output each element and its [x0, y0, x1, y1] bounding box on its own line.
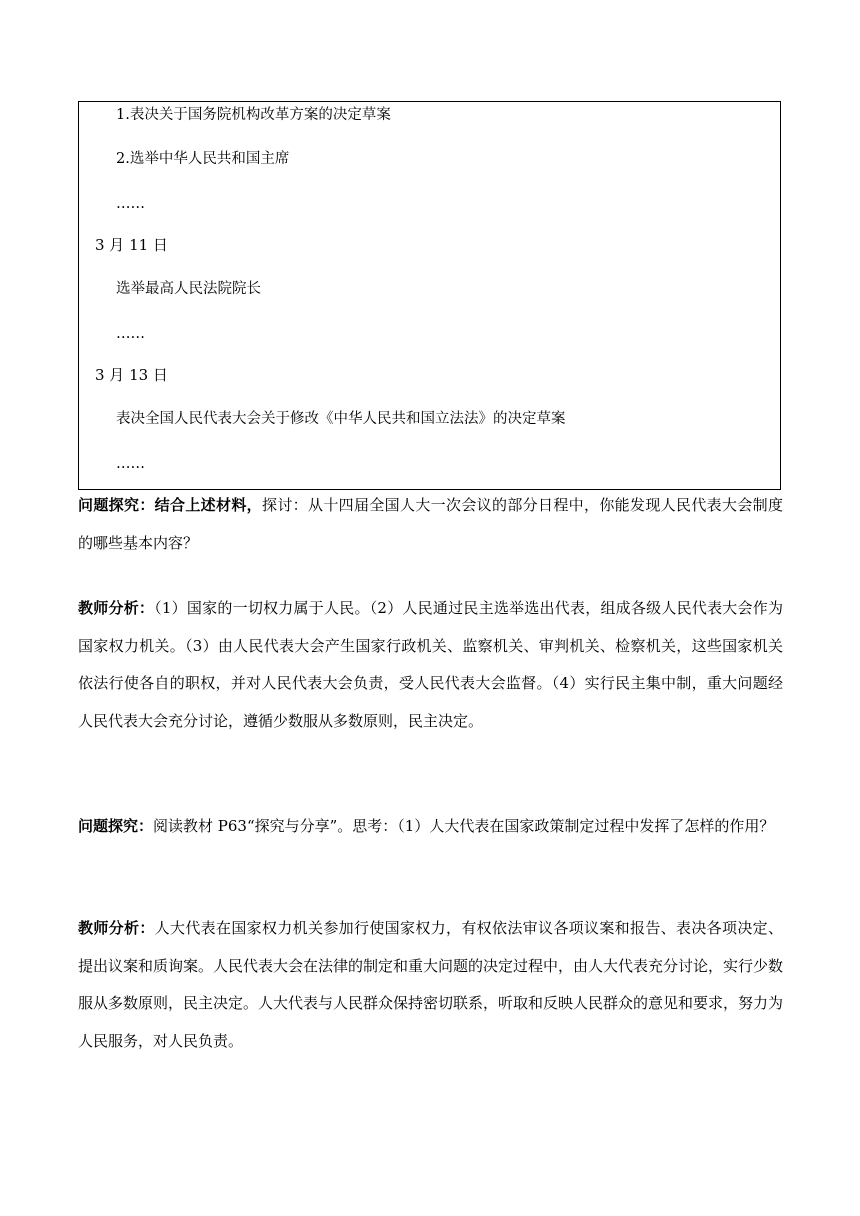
schedule-date: 3 月 13 日 [95, 366, 168, 384]
paragraph-lead: 教师分析： [78, 919, 155, 937]
schedule-ellipsis: …… [116, 326, 145, 342]
schedule-ellipsis: …… [116, 196, 145, 212]
paragraph-lead: 教师分析： [78, 599, 155, 617]
question-paragraph [78, 808, 783, 846]
analysis-paragraph [78, 590, 783, 740]
schedule-item: 表决全国人民代表大会关于修改《中华人民共和国立法法》的决定草案 [116, 411, 566, 427]
paragraph-lead: 问题探究： [78, 817, 154, 835]
analysis-paragraph [78, 910, 783, 1060]
schedule-item: 选举最高人民法院院长 [116, 281, 261, 297]
paragraph-lead: 问题探究：结合上述材料， [78, 496, 262, 514]
schedule-ellipsis: …… [116, 456, 145, 472]
paragraph-body: （1）国家的一切权力属于人民。（2）人民通过民主选举选出代表，组成各级人民代表大会作为国家权力机关。（3）由人民代表大会产生国家行政机关、监察机关、审判机关、检察机关，这些国家机关依法行使各自的职权，并对人民代表大会负责，受人民代表大会监督。（4）实行民主集中制，重大问题经人民代表大会充分讨论，遵循少数服从多数原则，民主决定。 [78, 599, 783, 730]
schedule-item: 2.选举中华人民共和国主席 [116, 151, 290, 167]
schedule-table [78, 101, 781, 490]
question-paragraph [78, 487, 783, 562]
schedule-date: 3 月 11 日 [95, 236, 168, 254]
paragraph-body: 阅读教材 P63“探究与分享”。思考：（1）人大代表在国家政策制定过程中发挥了怎样的作用？ [153, 817, 775, 835]
paragraph-body: 探讨：从十四届全国人大一次会议的部分日程中，你能发现人民代表大会制度的哪些基本内容？ [78, 496, 783, 552]
paragraph-body: 人大代表在国家权力机关参加行使国家权力，有权依法审议各项议案和报告、表决各项决定、提出议案和质询案。人民代表大会在法律的制定和重大问题的决定过程中，由人大代表充分讨论，实行少数服从多数原则，民主决定。人大代表与人民群众保持密切联系，听取和反映人民群众的意见和要求，努力为人民服务，对人民负责。 [78, 919, 784, 1050]
schedule-item: 1.表决关于国务院机构改革方案的决定草案 [116, 107, 391, 123]
